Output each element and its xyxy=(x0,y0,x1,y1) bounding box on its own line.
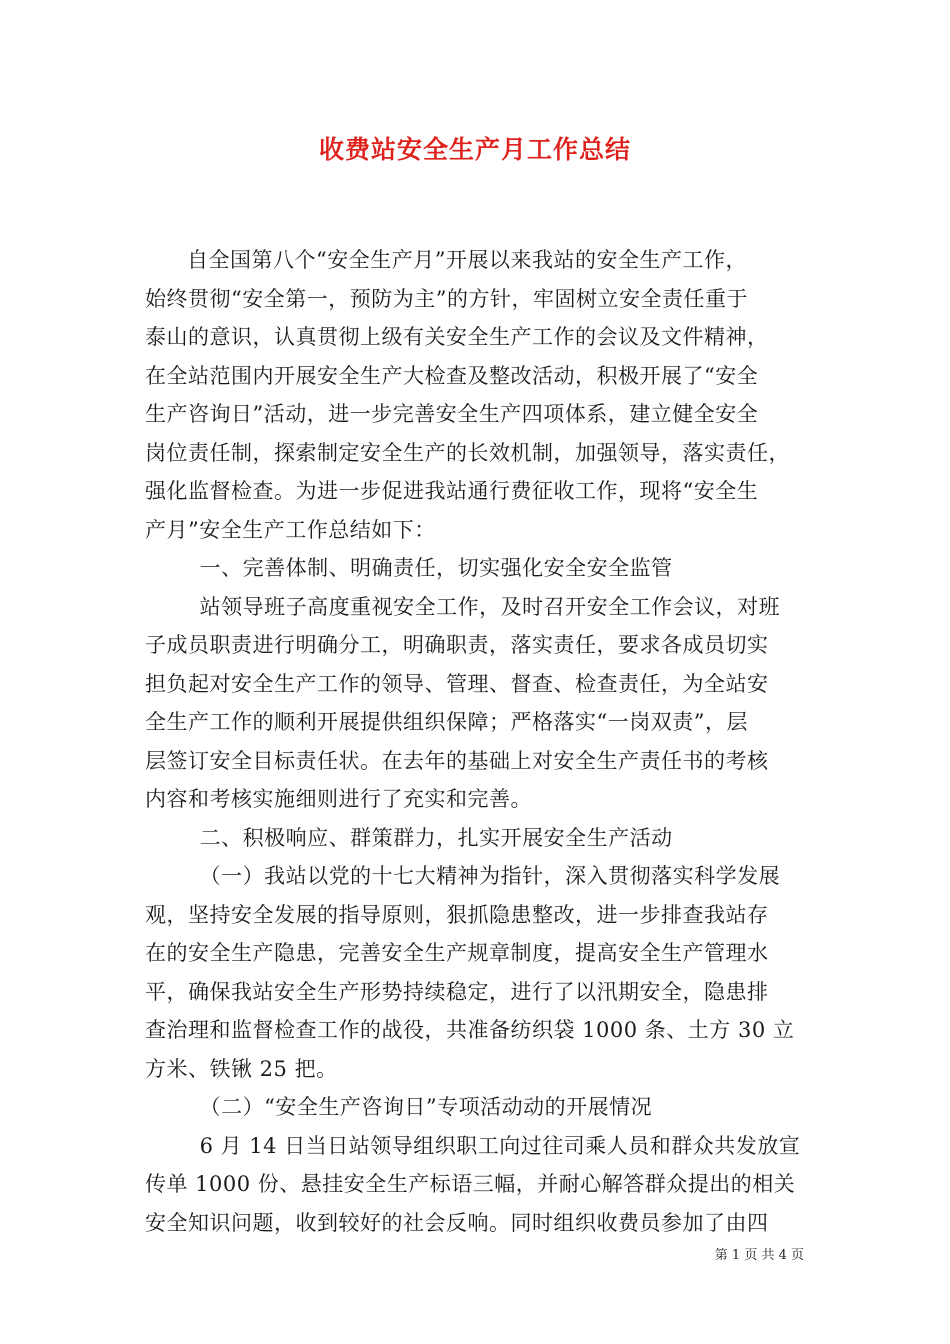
text-line: 内容和考核实施细则进行了充实和完善。 xyxy=(145,787,532,811)
text-line: 二、积极响应、群策群力，扎实开展安全生产活动 xyxy=(199,825,673,850)
page-number: 第 1 页 共 4 页 xyxy=(714,1248,804,1263)
text-line: 传单 1000 份、悬挂安全生产标语三幅，并耐心解答群众提出的相关 xyxy=(145,1172,796,1196)
text-line: 6 月 14 日当日站领导组织职工向过往司乘人员和群众共发放宣 xyxy=(199,1133,801,1158)
text-line: 子成员职责进行明确分工，明确职责，落实责任，要求各成员切实 xyxy=(145,633,769,657)
text-line: 观，坚持安全发展的指导原则，狠抓隐患整改，进一步排查我站存 xyxy=(145,902,769,927)
text-line: 在全站范围内开展安全生产大检查及整改活动，积极开展了“安全 xyxy=(145,363,759,388)
text-line: （一）我站以党的十七大精神为指针，深入贯彻落实科学发展 xyxy=(199,864,781,888)
text-line: 自全国第八个“安全生产月”开展以来我站的安全生产工作， xyxy=(187,248,747,272)
text-line: （二）“安全生产咨询日”专项活动动的开展情况 xyxy=(199,1095,653,1119)
text-line: 平，确保我站安全生产形势持续稳定，进行了以汛期安全，隐患排 xyxy=(145,979,769,1004)
text-line: 安全知识问题，收到较好的社会反响。同时组织收费员参加了由四 xyxy=(145,1210,769,1235)
text-line: 岗位责任制，探索制定安全生产的长效机制，加强领导，落实责任， xyxy=(145,440,790,465)
text-line: 站领导班子高度重视安全工作，及时召开安全工作会议，对班 xyxy=(199,594,781,619)
text-line: 担负起对安全生产工作的领导、管理、督查、检查责任，为全站安 xyxy=(145,671,769,696)
text-line: 始终贯彻“安全第一，预防为主”的方针，牢固树立安全责任重于 xyxy=(145,286,748,311)
text-line: 产月”安全生产工作总结如下： xyxy=(145,517,436,542)
text-line: 生产咨询日”活动，进一步完善安全生产四项体系，建立健全安全 xyxy=(145,402,759,426)
text-line: 方米、铁锹 25 把。 xyxy=(145,1056,338,1081)
document-title: 收费站安全生产月工作总结 xyxy=(318,135,631,164)
text-line: 在的安全生产隐患，完善安全生产规章制度，提高安全生产管理水 xyxy=(145,941,769,965)
text-line: 强化监督检查。为进一步促进我站通行费征收工作，现将“安全生 xyxy=(145,479,759,503)
text-line: 全生产工作的顺利开展提供组织保障；严格落实“一岗双责”，层 xyxy=(145,710,748,734)
text-line: 一、完善体制、明确责任，切实强化安全安全监管 xyxy=(199,556,673,580)
text-line: 层签订安全目标责任状。在去年的基础上对安全生产责任书的考核 xyxy=(145,748,769,773)
document-body xyxy=(145,241,807,1242)
text-line: 查治理和监督检查工作的战役，共准备纺织袋 1000 条、土方 30 立 xyxy=(145,1018,795,1042)
text-line: 泰山的意识，认真贯彻上级有关安全生产工作的会议及文件精神， xyxy=(145,325,769,349)
